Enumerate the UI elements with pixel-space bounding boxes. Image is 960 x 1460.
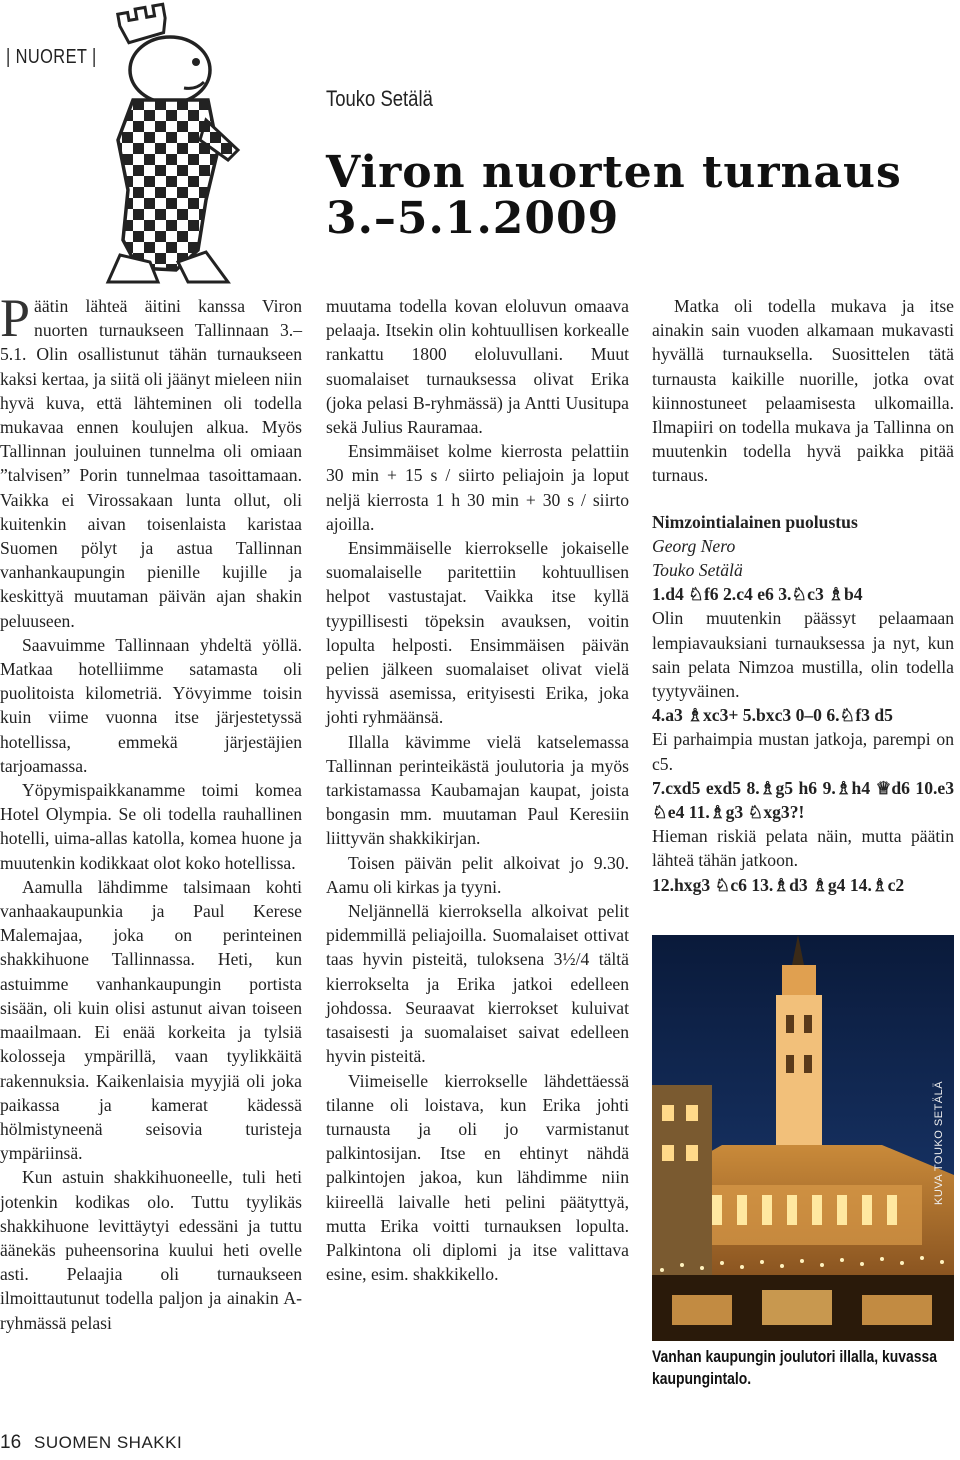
paragraph: Illalla kävimme vielä katselemassa Tallinnan perinteikästä joulutoria ja myös tarkistamassa Kaubamajan kaupat, joista bongasin mm. muutaman Paul Keresiin liittyvän shakkikirjan. xyxy=(326,731,629,849)
game-moves: 12.hxg3 ♘c6 13.♗d3 ♗g4 14.♗c2 xyxy=(652,874,905,895)
paragraph: Kun astuin shakkihuoneelle, tuli heti jotenkin kodikas olo. Tuttu tyylikäs shakkihuone levittäytyi edessäni ja tuttu äänekäs puheensorina kuului heti ovelle asti. Pelaajia oli turnaukseen ilmoittautunut todella paljon ja ainakin A-ryhmässä pelasi xyxy=(0,1167,302,1333)
photo-caption: Vanhan kaupungin joulutori illalla, kuvassa kaupungintalo. xyxy=(652,1347,938,1388)
page-number: 16 xyxy=(0,1432,22,1453)
paragraph: Ensimmäiselle kierrokselle jokaiselle suomalaiselle paritettiin kohtuullisen helpot vastustajat. Vaikka itse kyllä tyypillisesti töpeksin avauksen, voitin lopulta helposti. Ensimmäisen päivän pelien jälkeen suomalaiset olivat vielä hyvissä asemissa, erityisesti Erika, joka johti ryhmäänsä. xyxy=(326,538,629,728)
paragraph: muutama todella kovan eloluvun omaava pelaaja. Itsekin olin kohtuullisen korkealle rankattu 1800 eloluvullani. Muut suomalaiset turnauksessa olivat Erika (joka pelasi B-ryhmässä) ja Antti Uusitupa sekä Julius Rauramaa. xyxy=(326,296,629,438)
game-annotation: Hieman riskiä pelata näin, mutta päätin lähteä tähän jatkoon. xyxy=(652,826,954,871)
article-column-1 xyxy=(0,288,302,1335)
magazine-name: SUOMEN SHAKKI xyxy=(34,1433,183,1452)
photo-credit: KUVA TOUKO SETÄLÄ xyxy=(933,1080,945,1205)
paragraph: Saavuimme Tallinnaan yhdeltä yöllä. Matkaa hotelliimme satamasta oli puolitoista kilometriä. Yövyimme toisin kuin viime vuonna itse järjestetyssä hotellissa, emmekä järjestäjien tarjoamassa. xyxy=(0,634,302,776)
article-headline xyxy=(326,147,902,244)
paragraph: Aamulla lähdimme talsimaan kohti vanhaakaupunkia ja Paul Kerese Malemajaa, joka on perinteinen shakkihuone Tallinnassa. Heti, kun astuimme vanhankaupungin portista sisään, oli kuin olisi astunut aivan toiseen maailmaan. Ei enää korkeita ja tylsiä kolosseja ympärillä, vaan tyylikkäitä rakennuksia. Kaikenlaisia myyjiä oli joka paikassa ja kamerat kädessä hölmistyneenä seisovia turisteja ympäriinsä. xyxy=(0,876,302,1164)
paragraph: Viimeiselle kierrokselle lähdettäessä tilanne oli loistava, kun Erika johti turnausta ja oli jo varmistanut palkintosijan. Itse en ehtinyt nähdä palkintojen jakoa, kun lähdimme niin kiireellä laivalle heti pelini päätyttyä, mutta Erika voitti turnauksen lopulta. Palkintona oli diplomi ja itse valittava esine, esim. shakkikello. xyxy=(326,1070,629,1285)
white-player: Georg Nero xyxy=(652,535,736,556)
game-opening-title: Nimzointialainen puolustus xyxy=(652,511,858,532)
game-moves: 7.cxd5 exd5 8.♗g5 h6 9.♗h4 ♕d6 10.e3 ♘e4 11.♗g3 ♘xg3?! xyxy=(652,777,954,823)
black-player: Touko Setälä xyxy=(652,560,743,581)
article-column-3 xyxy=(652,294,954,897)
game-annotation: Ei parhaimpia mustan jatkoja, parempi on c5. xyxy=(652,729,954,774)
paragraph: Neljännellä kierroksella alkoivat pelit pidemmillä peliajoilla. Suomalaiset ottivat taas hyvin pisteitä, tuloksena 3½/4 tältä kierrokselta ja Erika jatkoi edelleen johdossa. Seuraavat kierrokset kuluivat tasaisesti ja suomalaiset saivat edelleen hyvin pisteitä. xyxy=(326,901,629,1067)
headline-line-1: Viron nuorten turnaus xyxy=(326,147,902,198)
paragraph-text: äätin lähteä äitini kanssa Viron nuorten turnaukseen Tallinnaan 3.–5.1. Olin osallistunut tähän turnaukseen kaksi kertaa, ja siitä oli jäänyt mieleen niin hyvä kuva, että lähteminen oli todella mukavaa ennen koulujen alkua. Myös Tallinnan jouluinen tunnelma oli omiaan ”talvisen” Porin tunnelmaa tasoittamaan. Vaikka ei Virossakaan lunta ollut, oli kuitenkin aivan toisenlaista karistaa Suomen pölyt ja astua Tallinnan vanhankaupungin pienille kujille ja keskittyä muutaman päivän ajan shakin peluuseen. xyxy=(0,296,302,631)
paragraph: Matka oli todella mukava ja itse ainakin sain vuoden alkamaan mukavasti hyvällä turnauksella. Suosittelen tätä turnausta kaikille nuorille, jotka ovat kiinnostuneet pelaamisesta ulkomailla. Ilmapiiri on todella mukava ja Tallinna on muutenkin todella hyvä paikka pitää turnaus. xyxy=(652,296,954,486)
page-footer xyxy=(0,1432,182,1454)
game-annotation: Olin muutenkin päässyt pelaamaan lempiavauksiani turnauksessa ja nyt, kun sain pelata Nimzoa mustilla, olin todella tyytyväinen. xyxy=(652,608,954,702)
author-name: Touko Setälä xyxy=(326,86,433,111)
article-column-2 xyxy=(326,294,629,1286)
game-moves: 1.d4 ♘f6 2.c4 e6 3.♘c3 ♗b4 xyxy=(652,584,863,605)
paragraph xyxy=(0,288,302,633)
chess-king-mascot-illustration xyxy=(78,0,253,285)
section-tag: | NUORET | xyxy=(6,46,97,68)
town-hall-night-photo xyxy=(652,935,954,1341)
game-moves: 4.a3 ♗xc3+ 5.bxc3 0–0 6.♘f3 d5 xyxy=(652,705,893,726)
drop-cap: P xyxy=(0,288,31,348)
paragraph: Yöpymispaikkanamme toimi komea Hotel Olympia. Se oli todella rauhallinen hotelli, uima-allas katolla, komea huone ja muutenkin kodikkaat olot koko hotellissa. xyxy=(0,780,302,873)
headline-line-2: 3.–5.1.2009 xyxy=(326,193,620,244)
paragraph: Ensimmäiset kolme kierrosta pelattiin 30 min + 15 s / siirto peliajoin ja loput neljä kierrosta 1 h 30 min + 30 s / siirto ajoilla. xyxy=(326,441,629,534)
paragraph: Toisen päivän pelit alkoivat jo 9.30. Aamu oli kirkas ja tyyni. xyxy=(326,852,629,897)
